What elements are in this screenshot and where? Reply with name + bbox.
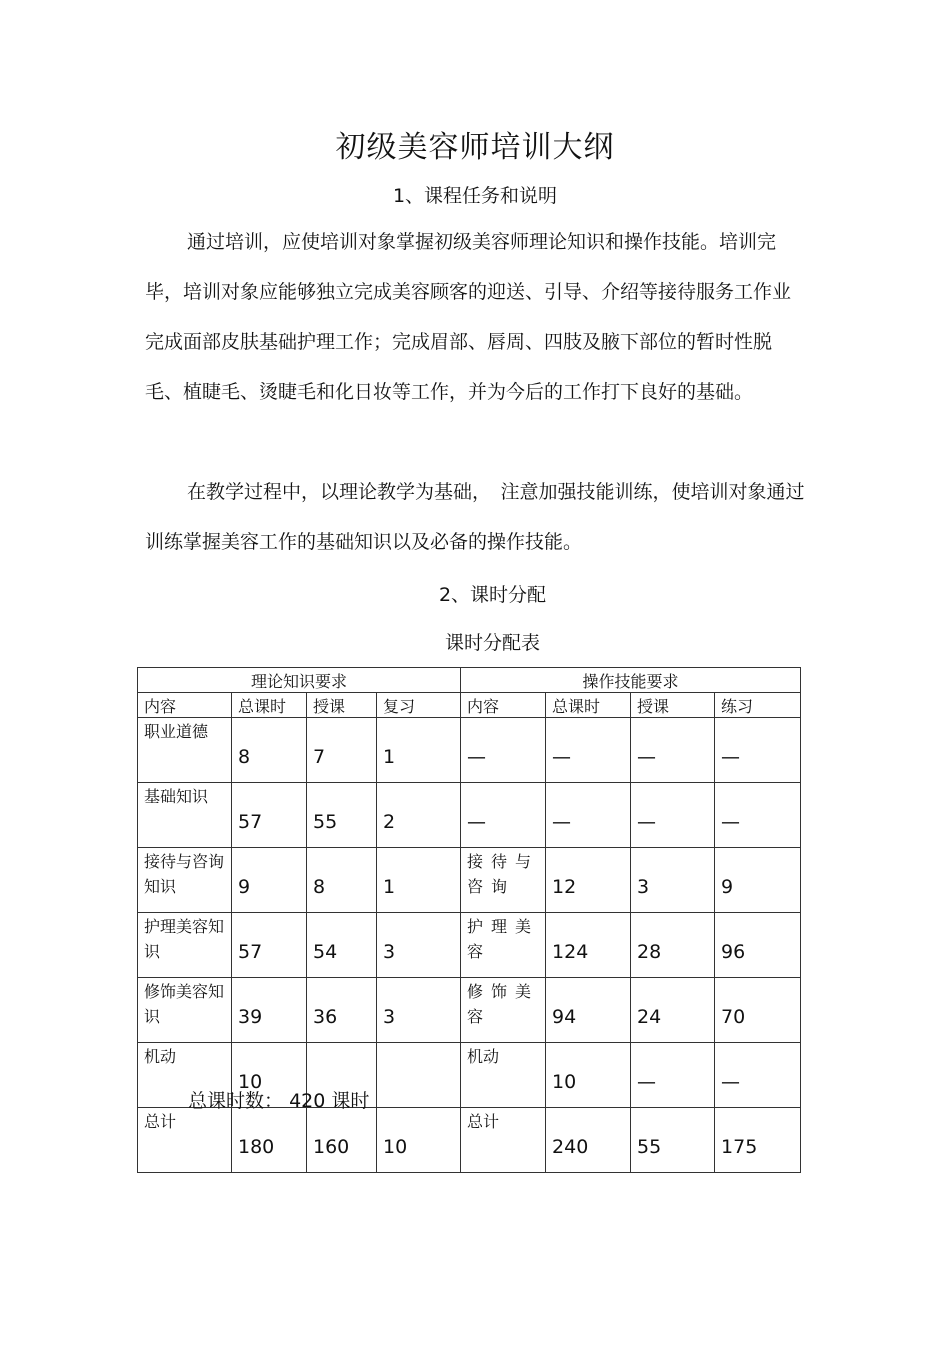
table-cell: 总计 [138,1108,232,1173]
table-row [138,978,801,1043]
table-cell: 57 [232,913,307,978]
table-cell: 10 [377,1108,461,1173]
table-cell: 70 [715,978,801,1043]
table-cell: — [715,1043,801,1108]
table-cell: 修饰美容知识 [138,978,232,1043]
table-cell: 180 [232,1108,307,1173]
table-column-header-row [138,693,801,718]
table-cell: 36 [307,978,377,1043]
section-2-heading: 2、课时分配 [438,584,547,606]
table-group-header-row [138,668,801,693]
table-cell: 54 [307,913,377,978]
table-cell: 55 [307,783,377,848]
section-1-paragraph-1: 通过培训，应使培训对象掌握初级美容师理论知识和操作技能。培训完毕，培训对象应能够独立完成美容顾客的迎送、引导、介绍等接待服务工作业完成面部皮肤基础护理工作；完成眉部、唇周、四肢及腋下部位的暂时性脱毛、植睫毛、烫睫毛和化日妆等工作，并为今后的工作打下良好的基础。 [145,231,792,403]
table-cell: 240 [546,1108,631,1173]
table-row [138,783,801,848]
table-cell: — [715,783,801,848]
table-cell: 机动 [138,1043,232,1108]
table-cell: 护理美容 [461,913,546,978]
table-cell: 57 [232,783,307,848]
table-cell: — [461,783,546,848]
group-theory-header: 理论知识要求 [138,668,461,693]
table-cell: 24 [631,978,715,1043]
section-1-paragraph-2: 在教学过程中，以理论教学为基础， 注意加强技能训练，使培训对象通过训练掌握美容工作的基础知识以及必备的操作技能。 [145,481,805,553]
table-row [138,913,801,978]
table-cell: 7 [307,718,377,783]
group-practice-header: 操作技能要求 [461,668,801,693]
column-header: 练习 [715,693,801,718]
column-header: 总课时 [232,693,307,718]
table-cell: 10 [546,1043,631,1108]
table-cell: — [461,718,546,783]
column-header: 内容 [461,693,546,718]
column-header: 内容 [138,693,232,718]
table-cell: 3 [631,848,715,913]
table-row [138,848,801,913]
table-cell: 职业道德 [138,718,232,783]
table-cell: — [546,718,631,783]
table-cell: — [715,718,801,783]
table-cell: — [631,718,715,783]
table-cell: 2 [377,783,461,848]
table-cell: 总计 [461,1108,546,1173]
table-cell: 护理美容知识 [138,913,232,978]
table-cell: 12 [546,848,631,913]
total-hours-label: 总课时数： [188,1090,284,1112]
table-cell: 10 [232,1043,307,1108]
table-cell: 160 [307,1108,377,1173]
table-cell: 8 [232,718,307,783]
table-row [138,1108,801,1173]
table-cell: — [546,783,631,848]
column-header: 复习 [377,693,461,718]
column-header: 总课时 [546,693,631,718]
table-cell: 8 [307,848,377,913]
table-cell: 修饰美容 [461,978,546,1043]
table-cell: 3 [377,978,461,1043]
table-cell: 机动 [461,1043,546,1108]
table-cell: 55 [631,1108,715,1173]
table-cell: 基础知识 [138,783,232,848]
document-title: 初级美容师培训大纲 [335,130,615,165]
table-cell: 接待与咨询 [461,848,546,913]
table-cell: 94 [546,978,631,1043]
table-cell: — [631,1043,715,1108]
column-header: 授课 [631,693,715,718]
table-cell: 39 [232,978,307,1043]
table-cell: 9 [232,848,307,913]
table-cell: 1 [377,718,461,783]
table-cell: 9 [715,848,801,913]
table-cell: 175 [715,1108,801,1173]
table-row [138,718,801,783]
total-hours-value: 420 课时 [289,1090,370,1112]
table-cell: — [631,783,715,848]
table-cell [377,1043,461,1108]
table-cell: 接待与咨询知识 [138,848,232,913]
table-cell: 3 [377,913,461,978]
table-cell: 1 [377,848,461,913]
table-cell: 96 [715,913,801,978]
table-caption: 课时分配表 [444,632,540,654]
section-1-heading: 1、课程任务和说明 [392,185,558,207]
column-header: 授课 [307,693,377,718]
total-hours-line [188,1086,369,1113]
table-cell: 124 [546,913,631,978]
table-cell: 28 [631,913,715,978]
